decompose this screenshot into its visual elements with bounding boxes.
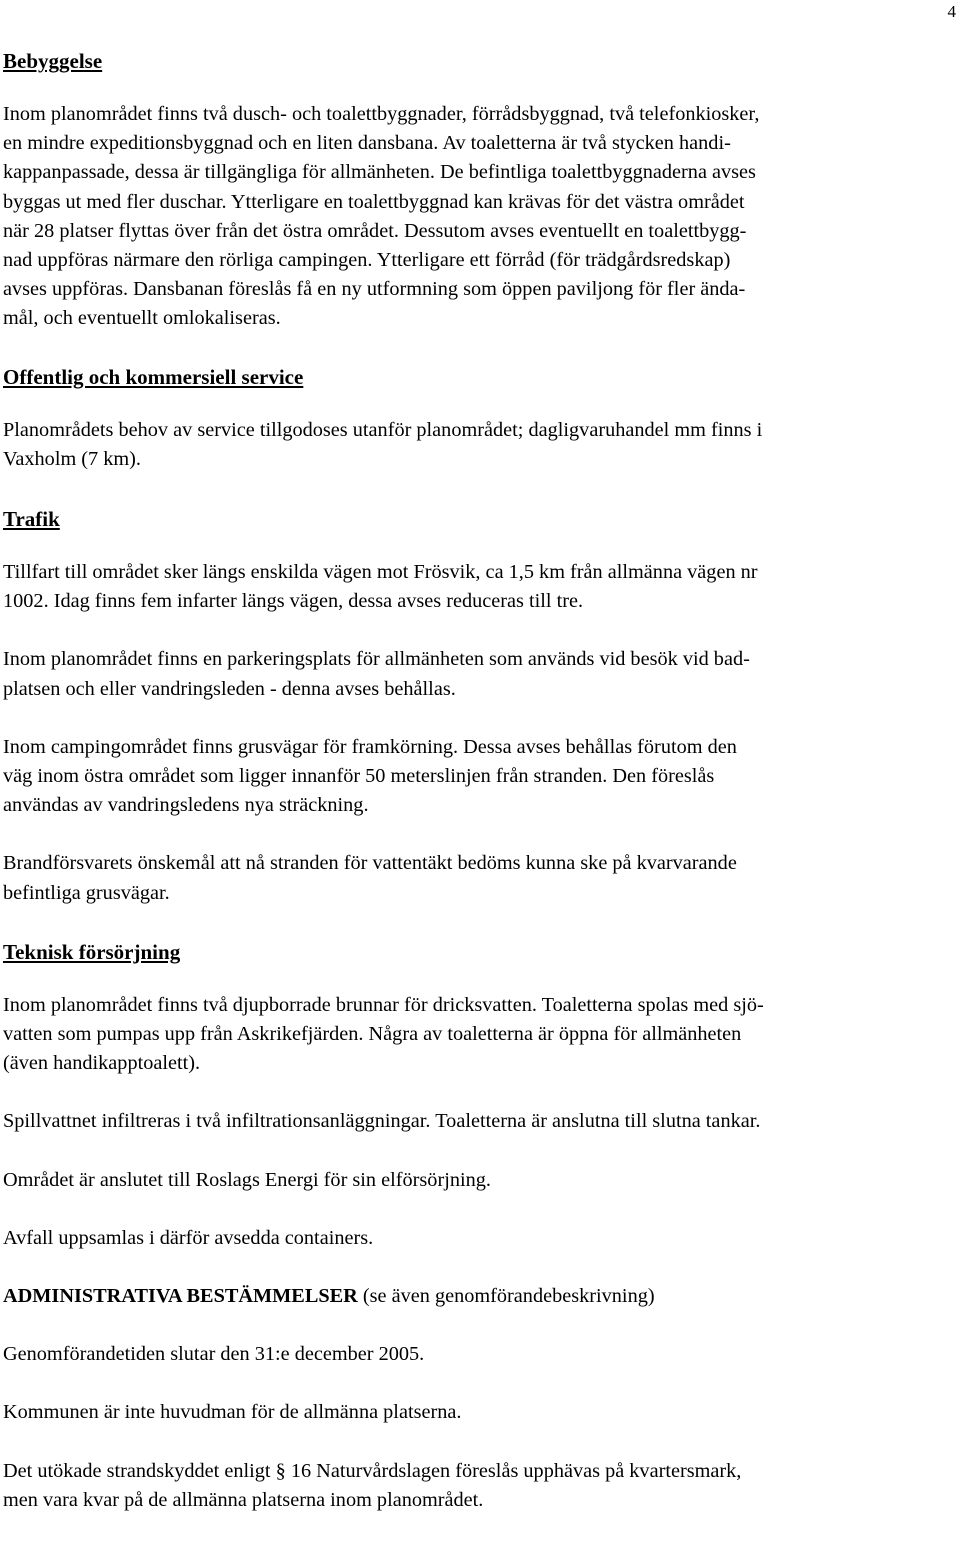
text-line: användas av vandringsledens nya sträckning. bbox=[3, 794, 369, 817]
text-line: Avfall uppsamlas i därför avsedda containers. bbox=[3, 1226, 374, 1249]
paragraph-trafik-parkering bbox=[3, 645, 953, 703]
paragraph-service bbox=[3, 416, 953, 474]
paragraph-teknisk-brunnar bbox=[3, 991, 953, 1079]
paragraph-teknisk-el bbox=[3, 1166, 953, 1195]
text-line: Tillfart till området sker längs enskilda vägen mot Frösvik, ca 1,5 km från allmänna vägen nr bbox=[3, 561, 758, 584]
text-line: Inom planområdet finns en parkeringsplats för allmänheten som används vid besök vid bad- bbox=[3, 648, 750, 671]
paragraph-admin-genomforandetid bbox=[3, 1340, 953, 1369]
paragraph-trafik-tillfart bbox=[3, 558, 953, 616]
text-line: när 28 platser flyttas över från det östra området. Dessutom avses eventuellt en toalettbygg- bbox=[3, 219, 747, 242]
paragraph-teknisk-spillvatten bbox=[3, 1107, 953, 1136]
section-heading-trafik: Trafik bbox=[3, 507, 60, 532]
document-body bbox=[3, 46, 953, 1544]
page-number: 4 bbox=[947, 2, 956, 21]
text-line: vatten som pumpas upp från Askrikefjärden. Några av toaletterna är öppna för allmänheten bbox=[3, 1023, 742, 1046]
text-line: Inom planområdet finns två dusch- och toalettbyggnader, förrådsbyggnad, två telefonkiosker, bbox=[3, 103, 760, 125]
paragraph-teknisk-avfall bbox=[3, 1224, 953, 1253]
paragraph-trafik-brandforsvar bbox=[3, 849, 953, 907]
text-line: byggas ut med fler duschar. Ytterligare en toalettbyggnad kan krävas för det västra området bbox=[3, 190, 745, 213]
admin-heading-note: (se även genomförandebeskrivning) bbox=[357, 1285, 655, 1308]
text-line: Inom campingområdet finns grusvägar för framkörning. Dessa avses behållas förutom den bbox=[3, 735, 737, 758]
text-line: Vaxholm (7 km). bbox=[3, 447, 142, 470]
text-line: nad uppföras närmare den rörliga campingen. Ytterligare ett förråd (för trädgårdsredskap) bbox=[3, 249, 731, 272]
section-heading-service: Offentlig och kommersiell service bbox=[3, 364, 304, 389]
paragraph-trafik-grusvagar bbox=[3, 733, 953, 821]
text-line: (även handikapptoalett). bbox=[3, 1052, 201, 1075]
text-line: väg inom östra området som ligger innanför 50 meterslinjen från stranden. Den föreslås bbox=[3, 765, 715, 788]
text-line: platsen och eller vandringsleden - denna avses behållas. bbox=[3, 677, 456, 700]
text-line: 1002. Idag finns fem infarter längs vägen, dessa avses reduceras till tre. bbox=[3, 590, 584, 613]
text-line: men vara kvar på de allmänna platserna inom planområdet. bbox=[3, 1488, 484, 1511]
text-line: Spillvattnet infiltreras i två infiltrationsanläggningar. Toaletterna är anslutna till slutna tankar. bbox=[3, 1110, 761, 1133]
section-heading-teknisk: Teknisk försörjning bbox=[3, 939, 181, 964]
text-line: avses uppföras. Dansbanan föreslås få en ny utformning som öppen paviljong för fler ända- bbox=[3, 278, 746, 301]
text-line: befintliga grusvägar. bbox=[3, 881, 170, 904]
text-line: Området är anslutet till Roslags Energi för sin elförsörjning. bbox=[3, 1168, 491, 1191]
text-line: Kommunen är inte huvudman för de allmänna platserna. bbox=[3, 1401, 462, 1424]
text-line: mål, och eventuellt omlokaliseras. bbox=[3, 307, 281, 330]
admin-heading-bold: ADMINISTRATIVA BESTÄMMELSER bbox=[3, 1285, 358, 1308]
text-line: Inom planområdet finns två djupborrade brunnar för dricksvatten. Toaletterna spolas med sjö- bbox=[3, 993, 764, 1016]
paragraph-admin-strandskydd bbox=[3, 1457, 953, 1515]
section-heading-administrativa bbox=[3, 1282, 953, 1311]
text-line: kappanpassade, dessa är tillgängliga för allmänheten. De befintliga toalettbyggnaderna avses bbox=[3, 161, 756, 184]
text-line: Genomförandetiden slutar den 31:e december 2005. bbox=[3, 1343, 425, 1366]
text-line: Brandförsvarets önskemål att nå stranden för vattentäkt bedöms kunna ske på kvarvarande bbox=[3, 852, 737, 875]
paragraph-bebyggelse bbox=[3, 100, 953, 334]
paragraph-admin-huvudman bbox=[3, 1398, 953, 1427]
section-heading-bebyggelse: Bebyggelse bbox=[3, 49, 103, 73]
text-line: Det utökade strandskyddet enligt § 16 Naturvårdslagen föreslås upphävas på kvartersmark, bbox=[3, 1459, 742, 1482]
text-line: en mindre expeditionsbyggnad och en liten dansbana. Av toaletterna är två stycken handi- bbox=[3, 132, 731, 155]
text-line: Planområdets behov av service tillgodoses utanför planområdet; dagligvaruhandel mm finns i bbox=[3, 418, 763, 441]
